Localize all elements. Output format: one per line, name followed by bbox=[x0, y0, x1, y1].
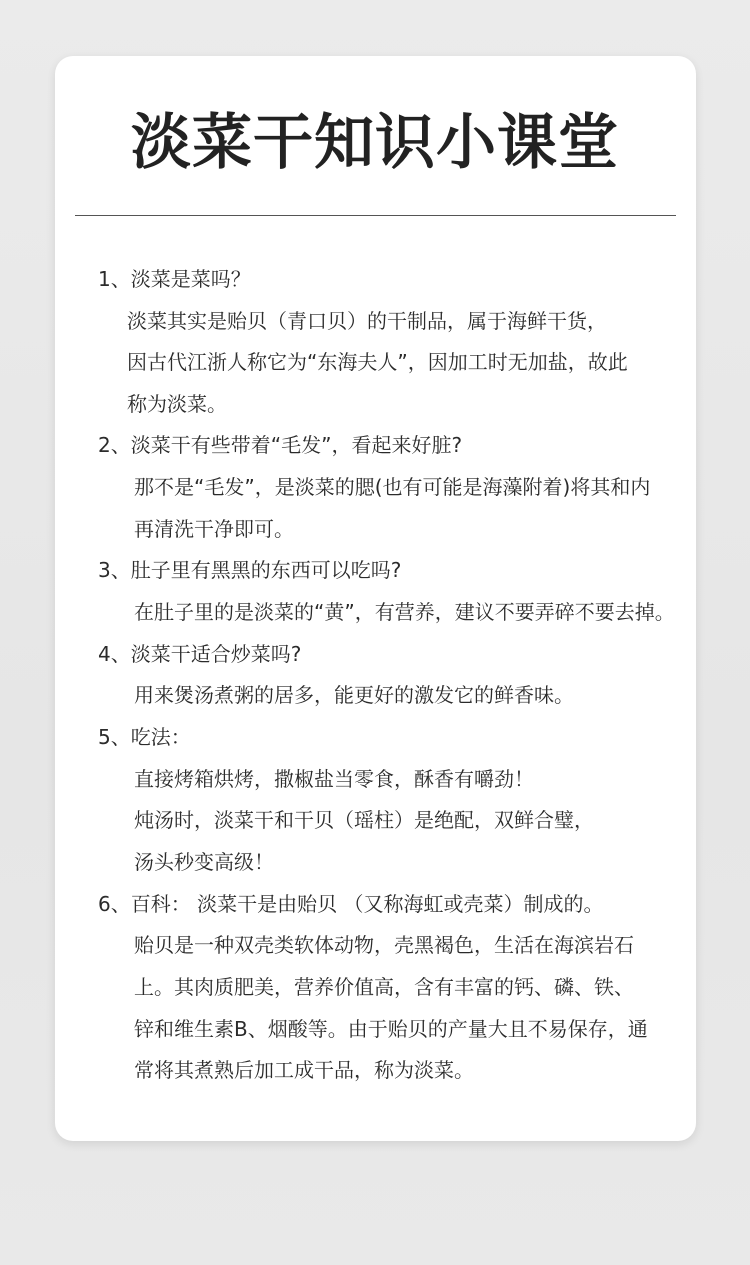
answer-4-line-1: 用来煲汤煮粥的居多，能更好的激发它的鲜香味。 bbox=[134, 683, 574, 707]
answer-5-line-3: 汤头秒变高级！ bbox=[134, 850, 274, 874]
answer-6-line-1: 贻贝是一种双壳类软体动物，壳黑褐色，生活在海滨岩石 bbox=[134, 933, 634, 957]
answer-6-line-3: 锌和维生素B、烟酸等。由于贻贝的产量大且不易保存，通 bbox=[134, 1017, 648, 1041]
answer-6-line-2: 上。其肉质肥美，营养价值高，含有丰富的钙、磷、铁、 bbox=[134, 975, 634, 999]
question-5: 5、吃法： bbox=[98, 725, 191, 749]
answer-6-line-4: 常将其煮熟后加工成干品，称为淡菜。 bbox=[134, 1058, 474, 1082]
question-6: 6、百科： 淡菜干是由贻贝 （又称海虹或壳菜）制成的。 bbox=[98, 892, 604, 916]
answer-2-line-1: 那不是“毛发”，是淡菜的腮(也有可能是海藻附着)将其和内 bbox=[134, 475, 651, 499]
question-4: 4、淡菜干适合炒菜吗? bbox=[98, 642, 302, 666]
answer-2-line-2: 再清洗干净即可。 bbox=[134, 517, 294, 541]
answer-3-line-1: 在肚子里的是淡菜的“黄”，有营养，建议不要弄碎不要去掉。 bbox=[134, 600, 675, 624]
question-1: 1、淡菜是菜吗？ bbox=[98, 267, 251, 291]
answer-1-line-2: 因古代江浙人称它为“东海夫人”，因加工时无加盐，故此 bbox=[127, 350, 628, 374]
answer-1-line-1: 淡菜其实是贻贝（青口贝）的干制品，属于海鲜干货， bbox=[127, 309, 607, 333]
title-divider bbox=[75, 215, 676, 216]
page-title: 淡菜干知识小课堂 bbox=[131, 108, 619, 178]
answer-5-line-2: 炖汤时，淡菜干和干贝（瑶柱）是绝配，双鲜合璧， bbox=[134, 808, 594, 832]
answer-1-line-3: 称为淡菜。 bbox=[127, 392, 227, 416]
question-3: 3、肚子里有黑黑的东西可以吃吗? bbox=[98, 558, 402, 582]
question-2: 2、淡菜干有些带着“毛发”，看起来好脏? bbox=[98, 433, 463, 457]
answer-5-line-1: 直接烤箱烘烤，撒椒盐当零食，酥香有嚼劲！ bbox=[134, 767, 534, 791]
